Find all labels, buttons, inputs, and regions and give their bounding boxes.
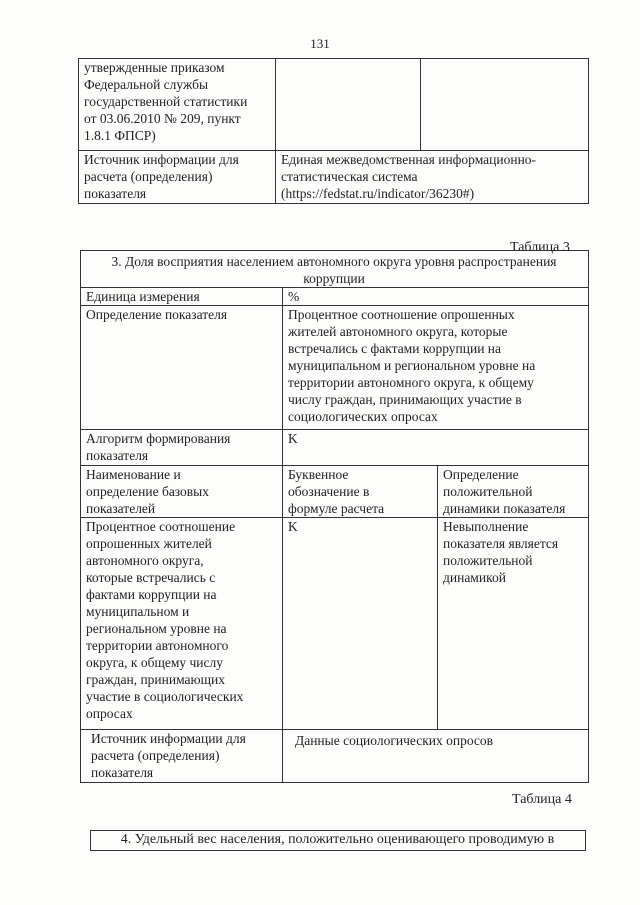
page-number: 131 xyxy=(310,36,330,51)
definition-value: Процентное соотношение опрошенных жителей автономного округа, которые встречались с фактами коррупции на муниципальном и региональном уровне на территории автономного округа, к общему числу граждан, принимающих участие в социологических опросах xyxy=(283,306,589,430)
table-continuation xyxy=(78,58,589,204)
formula-symbol-header: Буквенное обозначение в формуле расчета xyxy=(283,466,438,518)
definition-label: Определение показателя xyxy=(81,306,283,430)
empty-cell xyxy=(276,59,421,151)
approval-reference-cell: утвержденные приказом Федеральной службы государственной статистики от 03.06.2010 № 209, пункт 1.8.1 ФПСР) xyxy=(79,59,276,151)
formula-symbol-value: K xyxy=(283,518,438,730)
data-source-value: Данные социологических опросов xyxy=(283,730,589,783)
table-4-title: 4. Удельный вес населения, положительно оценивающего проводимую в xyxy=(91,831,586,851)
source-label-cell: Источник информации для расчета (определения) показателя xyxy=(79,151,276,204)
unit-label: Единица измерения xyxy=(81,288,283,306)
source-value-cell: Единая межведомственная информационно- статистическая система (https://fedstat.ru/indicator/36230#) xyxy=(276,151,589,204)
table-3-title: 3. Доля восприятия населением автономного округа уровня распространения коррупции xyxy=(81,251,589,288)
table-4-caption: Таблица 4 xyxy=(512,792,572,807)
table-3-caption: Таблица 3 xyxy=(510,240,570,255)
base-indicator-description: Процентное соотношение опрошенных жителей автономного округа, которые встречались с фактами коррупции на муниципальном и региональном уровне на территории автономного округа, к общему числу граждан, принимающих участие в социологических опросах xyxy=(81,518,283,730)
empty-cell xyxy=(421,59,589,151)
data-source-label: Источник информации для расчета (определения) показателя xyxy=(81,730,283,783)
positive-dynamics-value: Невыполнение показателя является положительной динамикой xyxy=(438,518,589,730)
base-indicators-header: Наименование и определение базовых показателей xyxy=(81,466,283,518)
algorithm-value: K xyxy=(283,430,589,466)
table-4 xyxy=(90,830,586,851)
table-3 xyxy=(80,250,589,783)
unit-value: % xyxy=(283,288,589,306)
algorithm-label: Алгоритм формирования показателя xyxy=(81,430,283,466)
positive-dynamics-header: Определение положительной динамики показателя xyxy=(438,466,589,518)
